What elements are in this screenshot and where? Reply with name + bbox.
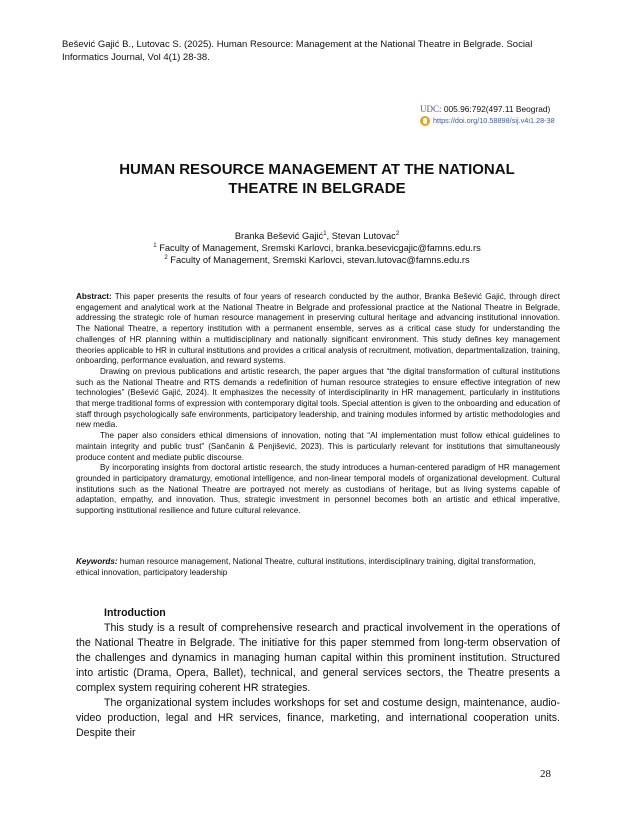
introduction-paragraph-2: The organizational system includes workshops for set and costume design, maintenance, audio-video production, legal and HR services, finance, marketing, and international cooperation units. Despite their xyxy=(76,697,560,739)
author-1: Branka Bešević Gajić xyxy=(234,231,324,241)
author-1-sup: 1 xyxy=(323,230,327,237)
keywords-block xyxy=(76,556,560,578)
author-2: Stevan Lutovac xyxy=(331,231,396,241)
page-number: 28 xyxy=(540,768,551,780)
authors-block xyxy=(90,230,544,267)
abstract-block xyxy=(76,292,560,517)
citation-header: Bešević Gajić B., Lutovac S. (2025). Human Resource: Management at the National Theatre in Belgrade. Social Informatics Journal, Vol 4(1) 28-38. xyxy=(62,39,533,63)
affiliation-1 xyxy=(90,242,544,254)
abstract-paragraph-4: By incorporating insights from doctoral artistic research, the study introduces a human-centered paradigm of HR management grounded in participatory dramaturgy, emotional intelligence, and non-linear temporal models of organizational development. Cultural institutions such as the National Theatre are portrayed not merely as custodians of heritage, but as living systems capable of adaptation, empathy, and innovation. Thus, strategic investment in personnel becomes both an artistic and ethical imperative, supporting institutional resilience and future cultural relevance. xyxy=(76,463,560,516)
affiliation-1-sup: 1 xyxy=(153,243,157,250)
paper-title: HUMAN RESOURCE MANAGEMENT AT THE NATIONAL THEATRE IN BELGRADE xyxy=(119,161,515,197)
doi-icon xyxy=(420,116,430,126)
doi-link[interactable]: https://doi.org/10.58898/sij.v4i1.28-38 xyxy=(433,116,555,125)
udc-line xyxy=(420,103,570,115)
keywords-text: human resource management, National Theatre, cultural institutions, interdisciplinary training, digital transformation, ethical innovation, participatory leadership xyxy=(76,557,536,577)
udc-value: 005.96:792(497.11 Beograd) xyxy=(443,104,551,114)
affiliation-1-text: Faculty of Management, Sremski Karlovci, branka.besevicgajic@famns.edu.rs xyxy=(156,243,481,254)
author-names xyxy=(90,230,544,242)
introduction-heading: Introduction xyxy=(104,607,166,619)
affiliation-2-text: Faculty of Management, Sremski Karlovci, stevan.lutovac@famns.edu.rs xyxy=(167,255,470,266)
introduction-paragraph-1: This study is a result of comprehensive research and practical involvement in the operations of the National Theatre in Belgrade. The initiative for this paper stemmed from long-term observation of the challenges and dynamics in managing human capital within this prominent institution. Structured into artistic (Drama, Opera, Ballet), technical, and general services sectors, the Theatre presents a complex system requiring coherent HR strategies. xyxy=(76,622,560,694)
udc-block xyxy=(420,103,570,127)
affiliation-2-sup: 2 xyxy=(164,255,168,262)
udc-label: UDC: xyxy=(420,104,442,114)
abstract-label: Abstract: xyxy=(76,292,112,301)
introduction-section xyxy=(76,606,560,741)
author-sep: , xyxy=(326,231,332,241)
abstract-paragraph-2: Drawing on previous publications and artistic research, the paper argues that “the digital transformation of cultural institutions such as the National Theatre and RTS demands a redefinition of human resource strategies to ensure effective integration of new technologies” (Bešević Gajić, 2024). It emphasizes the necessity of interdisciplinarity in HR management, particularly in institutions that merge traditional forms of expression with contemporary digital tools. Special attention is given to the onboarding and education of staff through psychologically safe environments, participatory leadership, and training modules informed by artistic methodologies and new media. xyxy=(76,366,560,430)
abstract-paragraph-3: The paper also considers ethical dimensions of innovation, noting that “AI implementation must follow ethical guidelines to maintain integrity and public trust” (Sančanin & Penjišević, 2023). This is particularly relevant for institutions that simultaneously produce content and mediate public discourse. xyxy=(76,431,560,462)
abstract-text-1: This paper presents the results of four years of research conducted by the author, Branka Bešević Gajić, through direct engagement and analytical work at the National Theatre in Belgrade and professional practice at the National Theatre in Belgrade, addressing the strategic role of human resource management in preserving cultural heritage and advancing institutional innovation. The National Theatre, a repertory institution with a permanent ensemble, serves as a critical case study for understanding the challenges of HR planning within a multidisciplinary and nationally significant environment. This study defines key management theories applicable to HR in cultural institutions and provides a critical analysis of recruitment, motivation, departmentalization, training, onboarding, performance evaluation, and reward systems. xyxy=(76,292,560,366)
keywords-label: Keywords: xyxy=(76,557,118,566)
author-2-sup: 2 xyxy=(395,230,400,237)
affiliation-2 xyxy=(90,254,544,266)
abstract-paragraph-1 xyxy=(76,292,560,367)
doi-line xyxy=(420,115,570,127)
